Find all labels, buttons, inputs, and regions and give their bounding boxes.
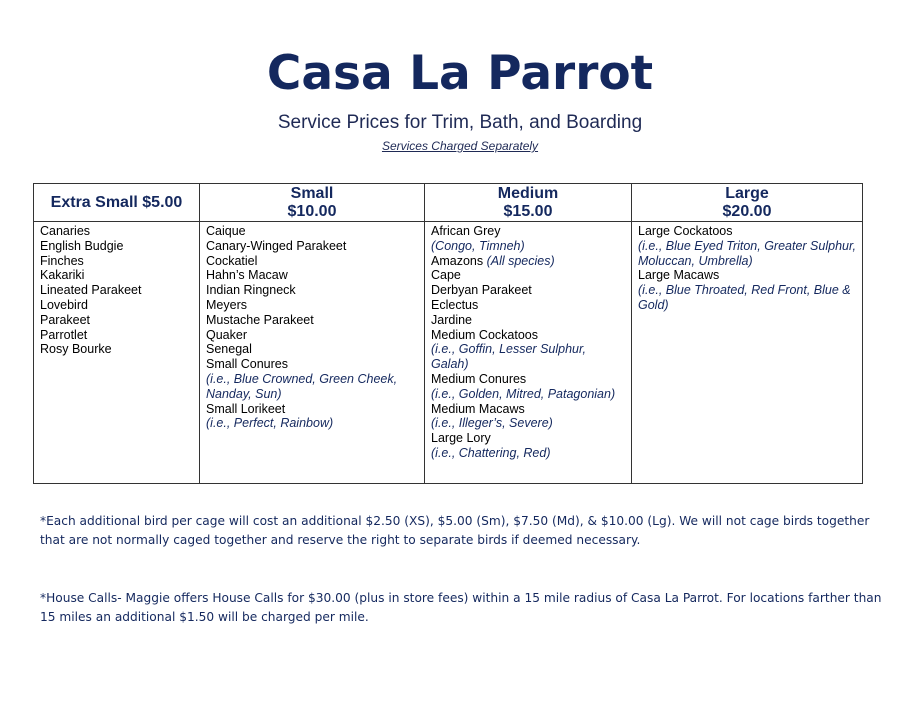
list-item-text: Parrotlet: [40, 327, 88, 342]
column-price: $10.00: [287, 202, 337, 220]
list-item-text: Derbyan Parakeet: [431, 283, 532, 298]
list-item: [431, 387, 625, 402]
list-item-text: (i.e., Golden, Mitred, Patagonian): [431, 386, 616, 401]
list-item: [431, 298, 625, 313]
list-item-text: Parakeet: [40, 312, 91, 327]
column-small-list: [200, 222, 425, 484]
list-item: [431, 268, 625, 283]
page-subtitle: Service Prices for Trim, Bath, and Boarding: [277, 112, 643, 133]
list-item: [431, 254, 625, 269]
list-item-text: (i.e., Blue Throated, Red Front, Blue & Gold): [638, 283, 851, 312]
list-item: [40, 298, 193, 313]
list-item-text: African Grey: [431, 224, 501, 238]
list-item: [431, 372, 625, 387]
list-item: [40, 283, 193, 298]
list-item-text: Senegal: [206, 342, 252, 357]
list-item-text: (i.e., Chattering, Red): [431, 445, 551, 460]
list-item: [206, 402, 418, 417]
list-item: [431, 342, 625, 372]
footnote-additional-bird: *Each additional bird per cage will cost an additional $2.50 (XS), $5.00 (Sm), $7.50 (Md), & $10.00 (Lg). We will not cage birds together that are not normally caged together and reserve the right to separate birds if deemed necessary.: [40, 514, 870, 547]
list-item: [638, 239, 856, 269]
list-item: [206, 342, 418, 357]
list-item-text: (i.e., Goffin, Lesser Sulphur, Galah): [431, 342, 586, 372]
list-item-text: Large Macaws: [638, 268, 720, 283]
column-large-list: [632, 222, 863, 484]
list-item-text: Medium Conures: [431, 371, 527, 386]
list-item-text: English Budgie: [40, 238, 124, 253]
list-item-text: Canary-Winged Parakeet: [206, 238, 347, 253]
list-item-text: (i.e., Perfect, Rainbow): [206, 416, 334, 431]
list-item-text: Amazons: [431, 253, 484, 268]
list-item: [431, 239, 625, 254]
list-item-text: Quaker: [206, 327, 247, 342]
list-item-text: Cape: [431, 268, 461, 283]
column-price: $15.00: [503, 202, 553, 220]
list-item-text: (i.e., Blue Eyed Triton, Greater Sulphur, Moluccan, Umbrella): [638, 238, 856, 268]
list-item: [40, 313, 193, 328]
list-item: [431, 416, 625, 431]
list-item: [40, 239, 193, 254]
list-item: [431, 402, 625, 417]
list-item-text: Jardine: [431, 312, 472, 327]
list-item-text: Mustache Parakeet: [206, 312, 314, 327]
column-name: Small: [290, 184, 334, 202]
column-name: Extra Small $5.00: [50, 193, 183, 211]
list-item: [206, 328, 418, 343]
column-name: Medium: [497, 184, 559, 202]
list-item: [431, 283, 625, 298]
list-item: [431, 431, 625, 446]
list-item: [206, 254, 418, 269]
column-name: Large: [725, 184, 769, 202]
column-header-large: [632, 184, 863, 222]
list-item: [431, 224, 625, 239]
column-price: $20.00: [722, 202, 772, 220]
list-item-text: (i.e., Blue Crowned, Green Cheek, Nanday, Sun): [206, 371, 398, 401]
list-item-text: Hahn’s Macaw: [206, 268, 288, 283]
list-item: [206, 283, 418, 298]
list-item-text: Lovebird: [40, 297, 88, 312]
table-body-row: [34, 222, 863, 484]
list-item: [638, 283, 856, 313]
list-item: [206, 268, 418, 283]
list-item-text: (i.e., Illeger’s, Severe): [431, 416, 553, 431]
services-note: Services Charged Separately: [381, 139, 539, 153]
list-item-text: Small Lorikeet: [206, 401, 286, 416]
column-header-extra-small: [34, 184, 200, 222]
list-item: [206, 357, 418, 372]
footnote-house-calls: *House Calls- Maggie offers House Calls for $30.00 (plus in store fees) within a 15 mile radius of Casa La Parrot. For locations farther than 15 miles an additional $1.50 will be charged per mile.: [40, 591, 882, 624]
table-header-row: [34, 184, 863, 222]
list-item: [638, 224, 856, 239]
column-header-medium: [425, 184, 632, 222]
list-item-text: Rosy Bourke: [40, 342, 112, 357]
list-item: [40, 328, 193, 343]
price-table: [33, 183, 863, 484]
list-item-text: Finches: [40, 253, 84, 268]
list-item-text: Indian Ringneck: [206, 283, 296, 298]
list-item: [206, 313, 418, 328]
list-item: [206, 372, 418, 402]
column-medium-list: [425, 222, 632, 484]
list-item: [431, 313, 625, 328]
list-item-text: Canaries: [40, 224, 91, 238]
list-item-text: Large Cockatoos: [638, 224, 733, 238]
column-extra-small-list: [34, 222, 200, 484]
list-item: [206, 224, 418, 239]
list-item-text: Kakariki: [40, 268, 85, 283]
list-item-text: Cockatiel: [206, 253, 258, 268]
column-header-small: [200, 184, 425, 222]
list-item-text: Eclectus: [431, 297, 479, 312]
list-item: [206, 239, 418, 254]
list-item: [431, 446, 625, 461]
list-item: [40, 342, 193, 357]
list-item-text: Caique: [206, 224, 246, 238]
list-item: [206, 298, 418, 313]
page-title: Casa La Parrot: [266, 46, 654, 101]
list-item: [206, 416, 418, 431]
list-item: [40, 224, 193, 239]
list-item-text: Medium Macaws: [431, 401, 525, 416]
list-item-text: (Congo, Timneh): [431, 238, 525, 253]
list-item-text: Meyers: [206, 297, 247, 312]
list-item-text: Large Lory: [431, 431, 491, 446]
list-item: [40, 254, 193, 269]
list-item: [638, 268, 856, 283]
list-item-text: Small Conures: [206, 357, 288, 372]
list-item: [40, 268, 193, 283]
list-item-suffix: (All species): [483, 253, 555, 268]
list-item-text: Medium Cockatoos: [431, 327, 538, 342]
list-item: [431, 328, 625, 343]
list-item-text: Lineated Parakeet: [40, 283, 142, 298]
